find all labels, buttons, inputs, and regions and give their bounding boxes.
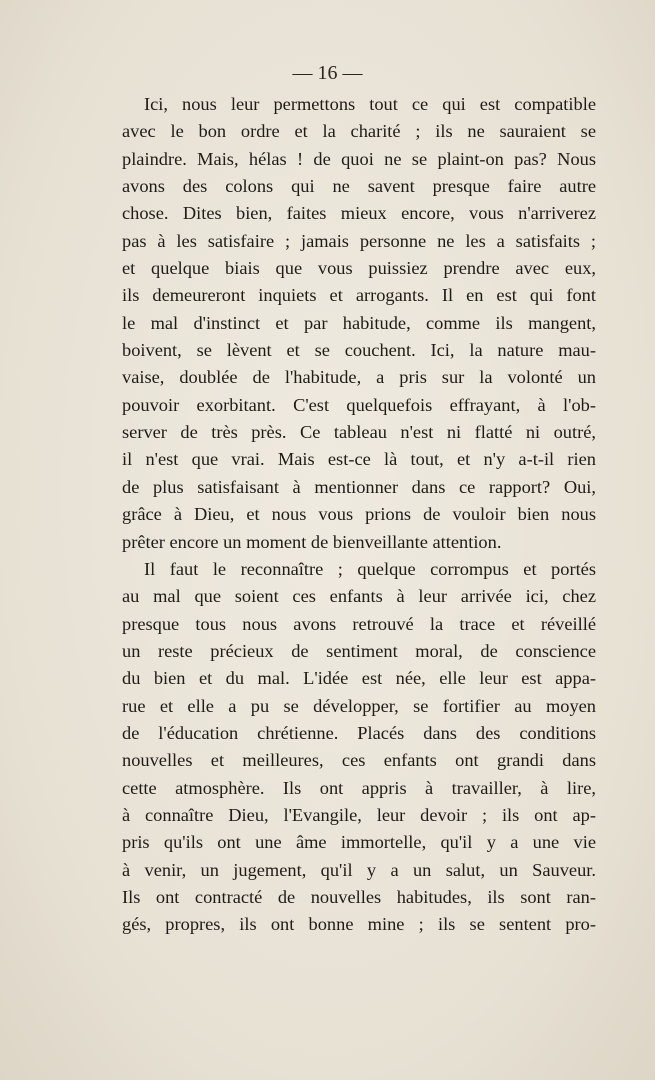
text-line: cette atmosphère. Ils ont appris à travailler, à lire, [122, 777, 596, 798]
text-line: pouvoir exorbitant. C'est quelquefois effrayant, à l'ob- [122, 394, 596, 415]
text-line: du bien et du mal. L'idée est née, elle leur est appa- [122, 668, 596, 689]
text-line: à venir, un jugement, qu'il y a un salut, un Sauveur. [122, 859, 596, 880]
text-line: Ils ont contracté de nouvelles habitudes, ils sont ran- [122, 886, 596, 907]
text-line: ils demeureront inquiets et arrogants. Il en est qui font [122, 285, 596, 306]
text-line: gés, propres, ils ont bonne mine ; ils se sentent pro- [122, 914, 596, 935]
text-line: pris qu'ils ont une âme immortelle, qu'il y a une vie [122, 832, 596, 853]
text-line: plaindre. Mais, hélas ! de quoi ne se plaint-on pas? Nous [122, 148, 596, 169]
text-line: avec le bon ordre et la charité ; ils ne sauraient se [122, 121, 596, 142]
text-line: un reste précieux de sentiment moral, de conscience [122, 640, 596, 661]
text-line: à connaître Dieu, l'Evangile, leur devoir ; ils ont ap- [122, 804, 596, 825]
text-line: presque tous nous avons retrouvé la trace et réveillé [122, 613, 596, 634]
text-line: server de très près. Ce tableau n'est ni flatté ni outré, [122, 422, 596, 443]
text-line: prêter encore un moment de bienveillante attention. [122, 531, 502, 552]
text-line: Il faut le reconnaître ; quelque corrompus et portés [144, 558, 596, 579]
text-line: le mal d'instinct et par habitude, comme ils mangent, [122, 312, 596, 333]
text-line: Ici, nous leur permettons tout ce qui est compatible [144, 94, 596, 114]
body-text [122, 91, 596, 939]
text-line: nouvelles et meilleures, ces enfants ont grandi dans [122, 750, 596, 771]
text-line: au mal que soient ces enfants à leur arrivée ici, chez [122, 586, 596, 607]
text-line: de plus satisfaisant à mentionner dans ce rapport? Oui, [122, 476, 596, 497]
page-number: — 16 — [292, 62, 363, 84]
text-line: et quelque biais que vous puissiez prendre avec eux, [122, 258, 596, 279]
text-line: de l'éducation chrétienne. Placés dans des conditions [122, 722, 596, 743]
text-line: il n'est que vrai. Mais est-ce là tout, et n'y a-t-il rien [122, 449, 596, 470]
text-line: vaise, doublée de l'habitude, a pris sur la volonté un [122, 367, 596, 388]
text-line: rue et elle a pu se développer, se fortifier au moyen [122, 695, 596, 716]
text-line: boivent, se lèvent et se couchent. Ici, la nature mau- [122, 340, 596, 361]
text-line: avons des colons qui ne savent presque faire autre [122, 176, 596, 197]
text-line: chose. Dites bien, faites mieux encore, vous n'arriverez [122, 203, 596, 224]
text-line: grâce à Dieu, et nous vous prions de vouloir bien nous [122, 504, 596, 525]
text-line: pas à les satisfaire ; jamais personne ne les a satisfaits ; [122, 230, 596, 251]
